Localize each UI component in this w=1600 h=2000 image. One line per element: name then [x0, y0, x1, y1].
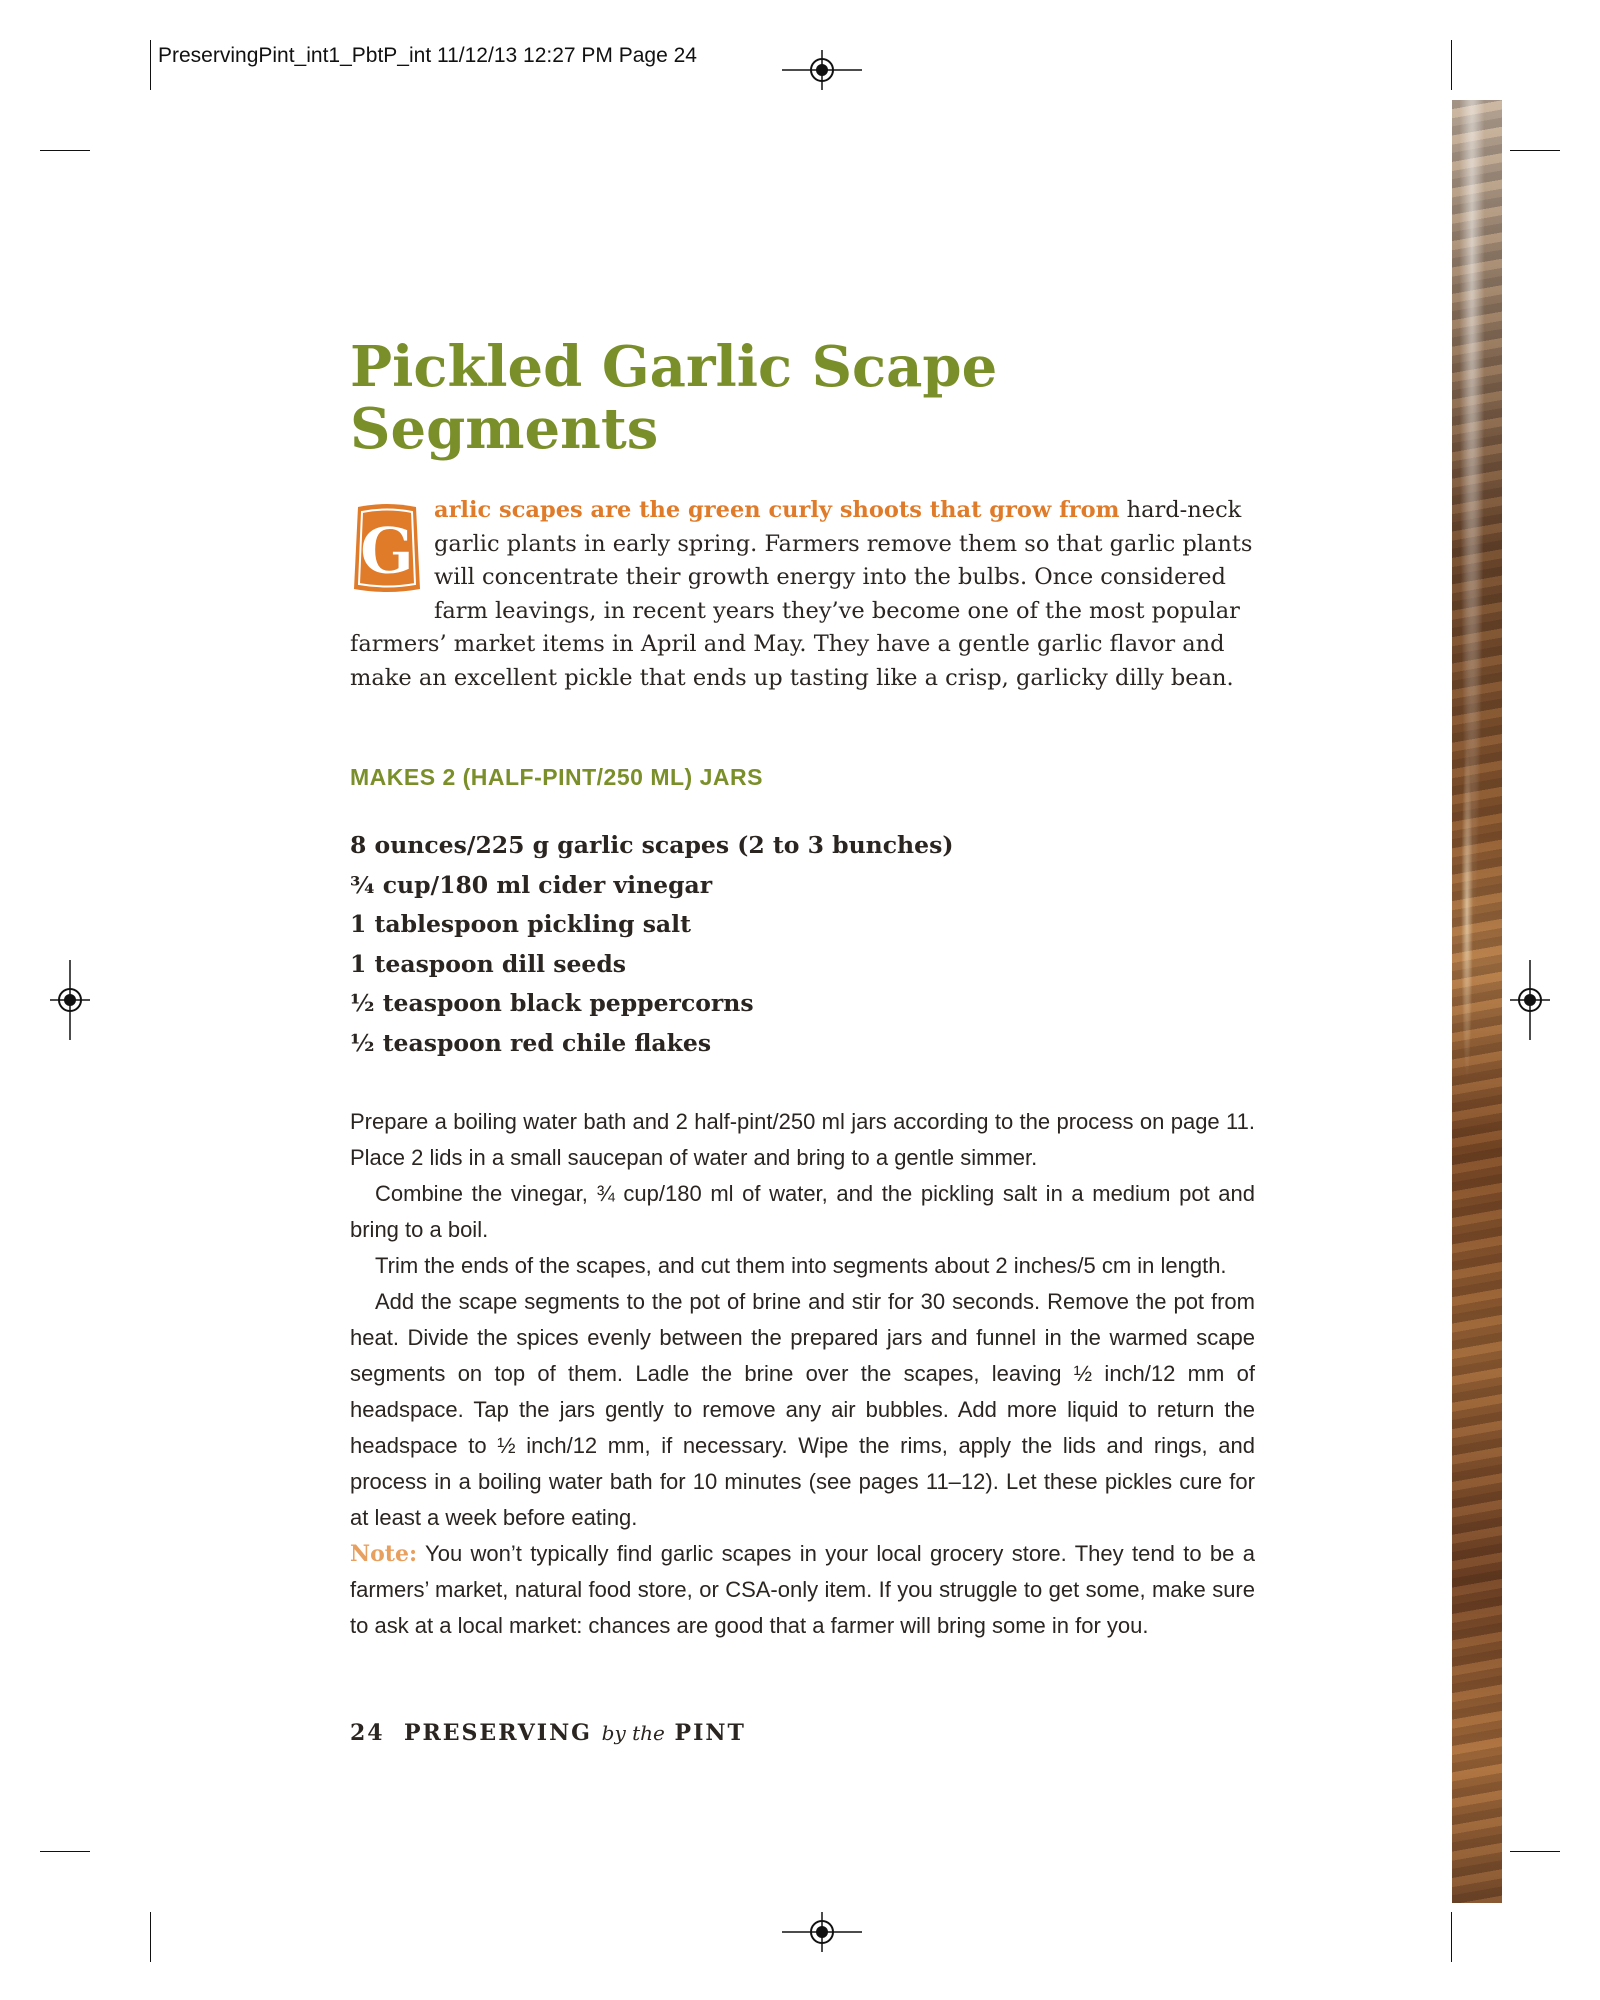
crop-mark	[40, 150, 90, 151]
dropcap-g-icon	[350, 501, 424, 595]
intro-lead-text: arlic scapes are the green curly shoots that grow from	[434, 497, 1120, 523]
crop-mark	[1451, 1912, 1452, 1962]
registration-mark-icon	[50, 960, 90, 1040]
direction-step: Prepare a boiling water bath and 2 half-pint/250 ml jars according to the process on page 11. Place 2 lids in a small saucepan of water and bring to a gentle simmer.	[350, 1109, 1255, 1170]
crop-mark	[150, 1912, 151, 1962]
ingredient-item: ½ teaspoon black peppercorns	[350, 989, 754, 1017]
direction-step: Trim the ends of the scapes, and cut them into segments about 2 inches/5 cm in length.	[375, 1253, 1227, 1278]
registration-mark-icon	[782, 50, 862, 90]
direction-step: Combine the vinegar, ¾ cup/180 ml of water, and the pickling salt in a medium pot and bring to a boil.	[350, 1181, 1255, 1242]
ingredient-item: 1 teaspoon dill seeds	[350, 949, 627, 978]
crop-mark	[1510, 150, 1560, 151]
note-label: Note:	[350, 1541, 418, 1567]
recipe-directions	[350, 1104, 1255, 1644]
recipe-yield: MAKES 2 (HALF-PINT/250 ML) JARS	[350, 764, 763, 790]
registration-mark-icon	[1510, 960, 1550, 1040]
ingredient-item: ¾ cup/180 ml cider vinegar	[350, 870, 713, 899]
ingredient-item: ½ teaspoon red chile flakes	[350, 1028, 712, 1057]
recipe-intro	[350, 494, 1255, 695]
book-title-word: PRESERVING	[403, 1720, 592, 1746]
recipe-title: Pickled Garlic Scape Segments	[350, 334, 998, 462]
page-footer	[350, 1720, 746, 1746]
book-title-word: PINT	[674, 1720, 746, 1746]
book-title-by: by the	[601, 1721, 665, 1745]
crop-mark	[150, 40, 151, 90]
ingredient-item: 8 ounces/225 g garlic scapes (2 to 3 bunches)	[350, 831, 954, 859]
recipe-note	[350, 1536, 1255, 1644]
dropcap-letter: G	[359, 514, 415, 589]
direction-step: Add the scape segments to the pot of brine and stir for 30 seconds. Remove the pot from heat. Divide the spices evenly between the prepared jars and funnel in the warmed scape segments on top of them. Ladle the brine over the scapes, leaving ½ inch/12 mm of headspace. Tap the jars gently to remove any air bubbles. Add more liquid to return the headspace to ½ inch/12 mm, if necessary. Wipe the rims, apply the lids and rings, and process in a boiling water bath for 10 minutes (see pages 11–12). Let these pickles cure for at least a week before eating.	[350, 1289, 1255, 1530]
page-number: 24	[350, 1720, 385, 1746]
photo-bleed-strip	[1452, 100, 1502, 1903]
crop-mark	[1451, 40, 1452, 90]
crop-mark	[1510, 1851, 1560, 1852]
intro-body-text: hard-neck garlic plants in early spring. Farmers remove them so that garlic plants will concentrate their growth energy into the bulbs. Once considered farm leavings, in recent years they’ve become one of the most popular farmers’ market items in April and May. They have a gentle garlic flavor and make an excellent pickle that ends up tasting like a crisp, garlicky dilly bean.	[350, 497, 1253, 691]
ingredient-list	[350, 826, 953, 1063]
printer-slug-line: PreservingPint_int1_PbtP_int 11/12/13 12:27 PM Page 24	[158, 44, 697, 67]
note-text: You won’t typically find garlic scapes in your local grocery store. They tend to be a farmers’ market, natural food store, or CSA-only item. If you struggle to get some, make sure to ask at a local market: chances are good that a farmer will bring some in for you.	[350, 1541, 1255, 1638]
registration-mark-icon	[782, 1912, 862, 1952]
ingredient-item: 1 tablespoon pickling salt	[350, 910, 691, 938]
crop-mark	[40, 1851, 90, 1852]
